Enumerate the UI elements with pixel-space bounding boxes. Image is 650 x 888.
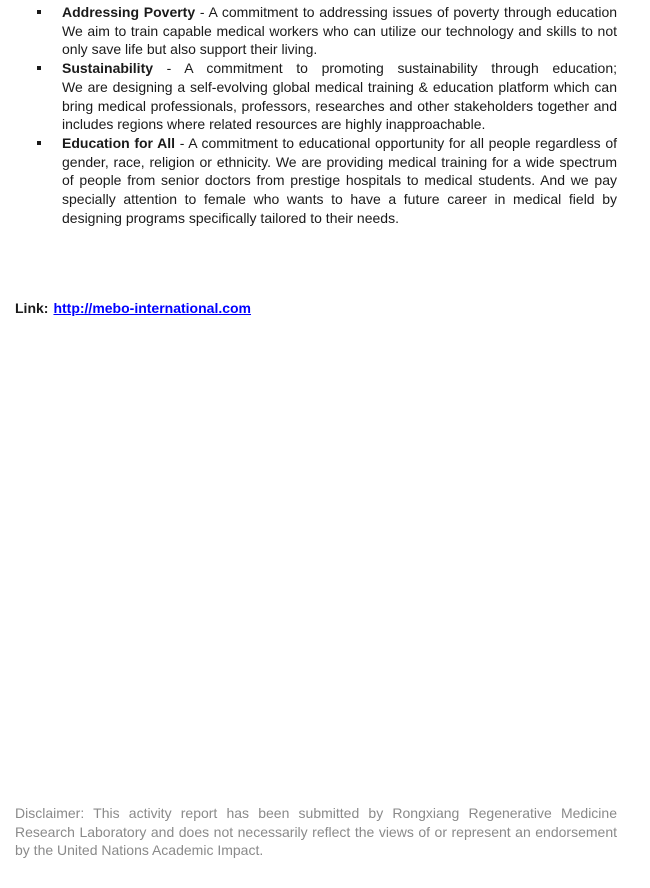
commitment-body-text: We aim to train capable medical workers who can utilize our technology and skills to not only save life but also support their living.	[62, 22, 617, 58]
commitment-text	[62, 134, 617, 228]
commitment-item	[0, 59, 617, 134]
commitment-body-text: We are designing a self-evolving global medical training & education platform which can bring medical professionals, professors, researches and other stakeholders together and includes regions where related resources are highly inapproachable.	[62, 78, 617, 133]
disclaimer-text: Disclaimer: This activity report has been submitted by Rongxiang Regenerative Medicine Research Laboratory and does not necessarily reflect the views of or represent an endorsement by the United Nations Academic Impact.	[15, 805, 617, 858]
commitment-lead-text: - A commitment to educational opportunity for all people regardless of gender, race, religion or ethnicity. We are providing medical training for a wide spectrum of people from senior doctors from prestige hospitals to medical students. And we pay specially attention to female who wants to have a future career in medical field by designing programs specifically tailored to their needs.	[62, 134, 617, 226]
mebo-international-link[interactable]: http://mebo-international.com	[53, 300, 252, 316]
commitment-text	[62, 3, 617, 59]
commitment-title: Addressing Poverty	[62, 4, 196, 20]
link-line	[15, 299, 251, 317]
commitment-title: Sustainability	[62, 60, 154, 77]
square-bullet-icon	[37, 66, 41, 70]
commitment-lead-text: - A commitment to promoting sustainability through education;	[153, 60, 617, 77]
commitment-lead-text: - A commitment to addressing issues of poverty through education	[195, 4, 618, 20]
commitments-list	[0, 3, 617, 227]
commitment-text	[62, 59, 617, 134]
link-label: Link:	[15, 300, 49, 316]
commitment-item	[0, 3, 617, 59]
commitment-lead-line	[62, 59, 617, 78]
commitment-lead-line	[62, 3, 617, 22]
commitment-title: Education for All	[62, 134, 176, 151]
square-bullet-icon	[37, 10, 41, 14]
square-bullet-icon	[37, 141, 41, 145]
commitment-lead-line	[62, 134, 617, 228]
commitment-item	[0, 134, 617, 228]
